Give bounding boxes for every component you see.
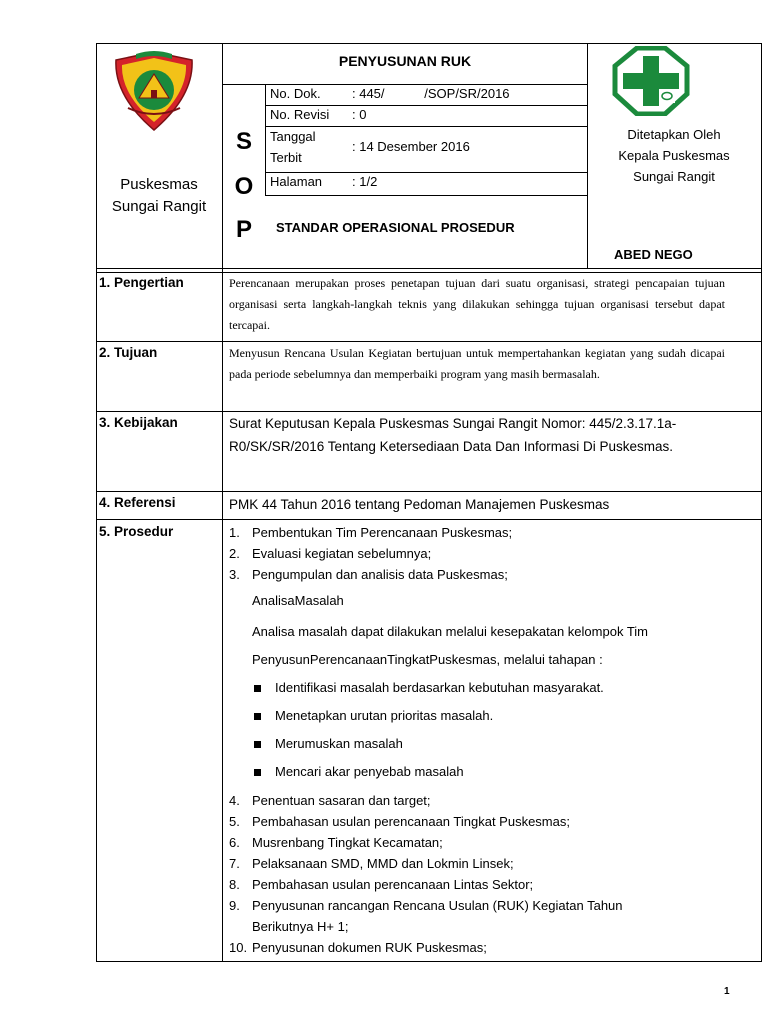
step-text: Berikutnya H+ 1; bbox=[252, 919, 349, 934]
doc-no-label: No. Dok. bbox=[270, 86, 321, 101]
step-text: Pembahasan usulan perencanaan Tingkat Puskesmas; bbox=[252, 814, 570, 829]
list-item bbox=[254, 680, 604, 695]
list-item bbox=[229, 937, 487, 958]
list-item bbox=[254, 708, 493, 723]
list-item bbox=[229, 790, 431, 811]
bullet-text: Merumuskan masalah bbox=[275, 736, 403, 751]
step-text: Penyusunan rancangan Rencana Usulan (RUK) Kegiatan Tahun bbox=[252, 898, 623, 913]
section-label-referensi: 4. Referensi bbox=[99, 495, 176, 510]
list-item bbox=[229, 874, 533, 895]
row-line-1 bbox=[96, 341, 762, 342]
date-label-line-1: Tanggal bbox=[270, 129, 316, 144]
header-bottom-line-1 bbox=[96, 268, 762, 269]
bullet-text: Menetapkan urutan prioritas masalah. bbox=[275, 708, 494, 723]
page-value: : 1/2 bbox=[352, 174, 378, 189]
section-text-kebijakan: Surat Keputusan Kepala Puskesmas Sungai Rangit Nomor: 445/2.3.17.1a-R0/SK/SR/2016 Tentang Ketersediaan Data Dan Informasi Di Puskesmas. bbox=[229, 416, 677, 454]
step-number: 8. bbox=[229, 877, 240, 892]
list-item bbox=[229, 522, 512, 543]
step-text: Penentuan sasaran dan target; bbox=[252, 793, 431, 808]
approved-line-3: Sungai Rangit bbox=[633, 169, 715, 184]
approved-line-2: Kepala Puskesmas bbox=[618, 148, 730, 163]
section-label-tujuan: 2. Tujuan bbox=[99, 345, 158, 360]
step-text: Pembahasan usulan perencanaan Lintas Sektor; bbox=[252, 877, 534, 892]
row-line-4 bbox=[96, 519, 762, 520]
step-number: 10. bbox=[229, 940, 248, 955]
section-text-pengertian: Perencanaan merupakan proses penetapan tujuan dari suatu organisasi, strategi pencapaian tujuan organisasi serta langkah-langkah teknis yang dilakukan sehingga tujuan organisasi tersebut dapat tercapai. bbox=[229, 276, 725, 332]
step-number: 1. bbox=[229, 525, 240, 540]
signatory-name: ABED NEGO bbox=[614, 247, 693, 262]
organization-name-line-1: Puskesmas bbox=[120, 176, 198, 193]
step-text: Musrenbang Tingkat Kecamatan; bbox=[252, 835, 443, 850]
table-border-bottom bbox=[96, 961, 762, 962]
list-item bbox=[254, 736, 403, 751]
step-text: Evaluasi kegiatan sebelumnya; bbox=[252, 546, 432, 561]
section-label-prosedur: 5. Prosedur bbox=[99, 524, 174, 539]
approved-line-1: Ditetapkan Oleh bbox=[627, 127, 721, 142]
step-number: 2. bbox=[229, 546, 240, 561]
step-9-continuation bbox=[252, 916, 348, 937]
step-text: Penyusunan dokumen RUK Puskesmas; bbox=[252, 940, 487, 955]
table-border-right bbox=[761, 43, 762, 962]
page-label: Halaman bbox=[270, 174, 323, 189]
organization-name bbox=[96, 174, 222, 218]
step-number: 3. bbox=[229, 567, 240, 582]
step-number: 7. bbox=[229, 856, 240, 871]
sop-letter-p: P bbox=[235, 216, 252, 243]
doc-no-value: : 445/ /SOP/SR/2016 bbox=[352, 86, 510, 101]
list-item bbox=[229, 832, 443, 853]
bullet-text: Identifikasi masalah berdasarkan kebutuhan masyarakat. bbox=[275, 680, 604, 695]
sub-heading-analisa: AnalisaMasalah bbox=[252, 593, 344, 608]
regency-emblem-logo bbox=[106, 46, 202, 136]
list-item bbox=[229, 543, 431, 564]
sop-full-name: STANDAR OPERASIONAL PROSEDUR bbox=[276, 220, 515, 235]
bullet-icon bbox=[254, 769, 261, 776]
step-number: 6. bbox=[229, 835, 240, 850]
list-item bbox=[229, 895, 623, 916]
row-line-3 bbox=[96, 491, 762, 492]
page-title: PENYUSUNAN RUK bbox=[338, 53, 472, 69]
puskesmas-logo bbox=[611, 46, 691, 116]
bullet-icon bbox=[254, 713, 261, 720]
table-border-top bbox=[96, 43, 762, 44]
date-label-line-2: Terbit bbox=[270, 150, 302, 165]
step-text: Pembentukan Tim Perencanaan Puskesmas; bbox=[252, 525, 513, 540]
section-label-pengertian: 1. Pengertian bbox=[99, 275, 184, 290]
bullet-icon bbox=[254, 741, 261, 748]
header-divider-2 bbox=[265, 84, 266, 196]
revision-label: No. Revisi bbox=[270, 107, 330, 122]
step-number: 4. bbox=[229, 793, 240, 808]
list-item bbox=[229, 811, 570, 832]
sub-text-line-1: Analisa masalah dapat dilakukan melalui kesepakatan kelompok Tim bbox=[252, 624, 648, 639]
list-item bbox=[229, 564, 508, 585]
list-item bbox=[254, 764, 464, 779]
revision-value: : 0 bbox=[352, 107, 367, 122]
page-number: 1 bbox=[724, 986, 730, 997]
section-label-kebijakan: 3. Kebijakan bbox=[99, 415, 178, 430]
meta-line-4 bbox=[265, 195, 588, 196]
bullet-icon bbox=[254, 685, 261, 692]
sub-text-line-2: PenyusunPerencanaanTingkatPuskesmas, melalui tahapan : bbox=[252, 652, 603, 667]
approved-by bbox=[587, 124, 761, 187]
sop-letter-o: O bbox=[234, 173, 254, 200]
step-number: 9. bbox=[229, 898, 240, 913]
step-number: 5. bbox=[229, 814, 240, 829]
organization-name-line-2: Sungai Rangit bbox=[111, 198, 207, 215]
step-text: Pelaksanaan SMD, MMD dan Lokmin Linsek; bbox=[252, 856, 514, 871]
list-item bbox=[229, 853, 514, 874]
bullet-text: Mencari akar penyebab masalah bbox=[275, 764, 464, 779]
date-value: : 14 Desember 2016 bbox=[352, 139, 470, 154]
step-text: Pengumpulan dan analisis data Puskesmas; bbox=[252, 567, 508, 582]
section-text-tujuan: Menyusun Rencana Usulan Kegiatan bertujuan untuk mempertahankan kegiatan yang sudah dicapai pada periode sebelumnya dan memperbaiki program yang masih bermasalah. bbox=[229, 346, 725, 381]
section-text-referensi: PMK 44 Tahun 2016 tentang Pedoman Manajemen Puskesmas bbox=[229, 497, 610, 512]
sop-letter-s: S bbox=[235, 128, 252, 155]
